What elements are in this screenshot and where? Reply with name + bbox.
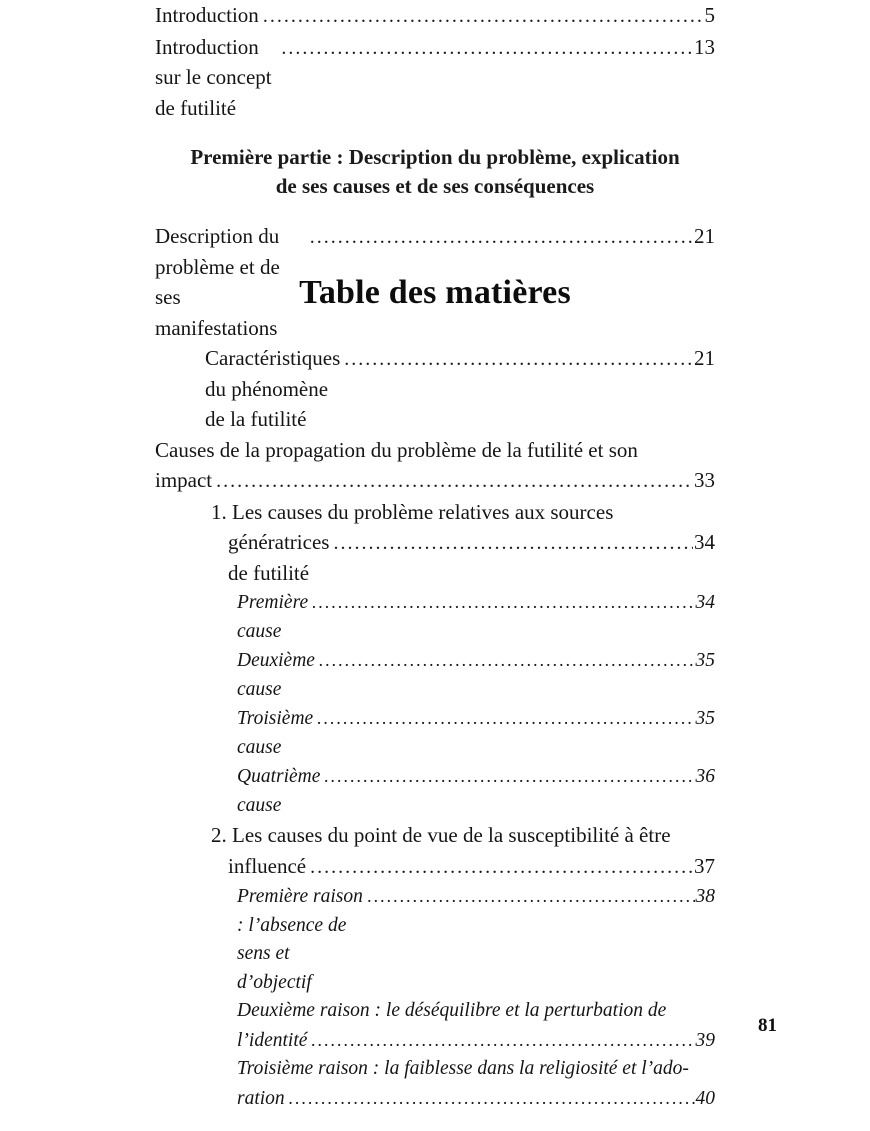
toc-entry-row xyxy=(237,762,715,820)
toc-entry-text: Première cause xyxy=(237,592,313,642)
toc-section-heading xyxy=(155,143,715,201)
toc-entry-headline xyxy=(211,820,715,851)
toc-dot-leader xyxy=(344,344,693,375)
toc-dot-leader xyxy=(310,852,693,883)
toc-entry-page-number: 35 xyxy=(695,650,715,671)
toc-entry-row xyxy=(228,851,715,883)
toc-entry[interactable] xyxy=(155,32,715,124)
toc-entry-page-number: 21 xyxy=(694,224,715,248)
toc-list-main xyxy=(155,221,715,1113)
toc-entry-headline xyxy=(211,497,715,528)
page-folio-number: 81 xyxy=(758,1015,777,1036)
toc-entry[interactable] xyxy=(211,820,715,882)
toc-entry-row xyxy=(228,527,715,588)
toc-entry-row xyxy=(155,465,715,497)
toc-entry[interactable] xyxy=(237,997,715,1055)
toc-entry-page-number: 37 xyxy=(694,853,715,878)
toc-entry-page-number: 39 xyxy=(695,1029,715,1051)
toc-dot-leader xyxy=(367,882,694,911)
toc-entry-text: Causes de la propagation du problème de la futilité et son xyxy=(155,437,638,462)
toc-entry-row xyxy=(155,0,715,32)
page-title: Table des matières xyxy=(299,274,571,311)
toc-entry-text: Deuxième cause xyxy=(237,650,320,700)
toc-dot-leader xyxy=(312,588,694,617)
toc-entry-text: Les causes du problème relatives aux sources xyxy=(232,499,614,524)
section-heading-line-2: de ses causes et de ses conséquences xyxy=(275,174,595,198)
toc-entry[interactable] xyxy=(237,762,715,820)
toc-dot-leader xyxy=(324,762,694,791)
toc-entry-page-number: 21 xyxy=(694,346,715,370)
toc-entry-row xyxy=(237,588,715,646)
toc-entry-row xyxy=(237,1084,715,1114)
toc-entry[interactable] xyxy=(155,221,715,343)
toc-dot-leader xyxy=(310,222,693,253)
toc-entry-text: Première raison : l’absence de sens et d’objectif xyxy=(237,886,368,993)
toc-entry-row xyxy=(205,343,715,435)
toc-entry[interactable] xyxy=(205,343,715,435)
toc-entry-page-number: 35 xyxy=(695,708,715,729)
toc-entry-page-number: 33 xyxy=(694,468,715,492)
toc-dot-leader xyxy=(333,528,693,559)
toc-entry-page-number: 13 xyxy=(694,34,715,59)
toc-entry[interactable] xyxy=(237,588,715,646)
toc-entry-row xyxy=(237,704,715,762)
toc-dot-leader xyxy=(216,466,693,497)
toc-entry-row xyxy=(237,1026,715,1056)
toc-entry-text: Introduction sur le concept de futilité xyxy=(155,34,277,120)
toc-list-top xyxy=(155,0,715,123)
toc-entry-row xyxy=(155,32,715,124)
toc-content xyxy=(155,0,715,1113)
toc-entry-page-number: 36 xyxy=(695,766,715,787)
toc-entry-row xyxy=(155,221,715,343)
toc-entry[interactable] xyxy=(237,646,715,704)
toc-entry-number: 2. xyxy=(211,823,227,847)
toc-entry-number: 1. xyxy=(211,499,227,524)
toc-entry[interactable] xyxy=(211,497,715,589)
toc-entry[interactable] xyxy=(237,1055,715,1113)
toc-dot-leader xyxy=(319,646,695,675)
toc-entry[interactable] xyxy=(237,882,715,997)
toc-dot-leader xyxy=(281,33,693,64)
toc-entry-text: Les causes du point de vue de la susceptibilité à être xyxy=(232,823,671,847)
toc-entry-text: l’identité xyxy=(237,1029,308,1051)
section-heading-line-1: Première partie : Description du problème, explication xyxy=(190,145,680,169)
toc-entry-row xyxy=(237,646,715,704)
toc-dot-leader xyxy=(289,1084,695,1113)
toc-entry-text: impact xyxy=(155,468,213,492)
toc-dot-leader xyxy=(263,1,704,32)
toc-entry-page-number: 34 xyxy=(694,530,715,554)
toc-entry-text: Introduction xyxy=(155,3,259,27)
toc-entry-text: Caractéristiques du phénomène de la futilité xyxy=(205,346,346,431)
toc-entry-text: influencé xyxy=(228,853,307,878)
toc-entry-text: Troisième cause xyxy=(237,708,319,758)
toc-entry[interactable] xyxy=(237,704,715,762)
toc-entry-text: Description du problème et de ses manifestations xyxy=(155,224,286,340)
toc-dot-leader xyxy=(311,1026,694,1055)
toc-entry-text: ration xyxy=(237,1087,285,1109)
toc-entry[interactable] xyxy=(155,0,715,32)
toc-entry-text: Troisième raison : la faiblesse dans la religiosité et l’ado- xyxy=(237,1058,689,1079)
toc-entry-page-number: 40 xyxy=(695,1087,715,1109)
toc-entry-page-number: 34 xyxy=(695,592,715,613)
toc-entry-text: Quatrième cause xyxy=(237,766,326,816)
toc-entry-row xyxy=(237,882,715,997)
toc-entry-page-number: 5 xyxy=(704,3,715,27)
toc-entry-page-number: 38 xyxy=(695,886,715,907)
toc-entry-text: génératrices de futilité xyxy=(228,530,335,585)
toc-entry-text: Deuxième raison : le déséquilibre et la perturbation de xyxy=(237,1000,667,1021)
toc-entry[interactable] xyxy=(155,435,715,497)
toc-dot-leader xyxy=(317,704,694,733)
